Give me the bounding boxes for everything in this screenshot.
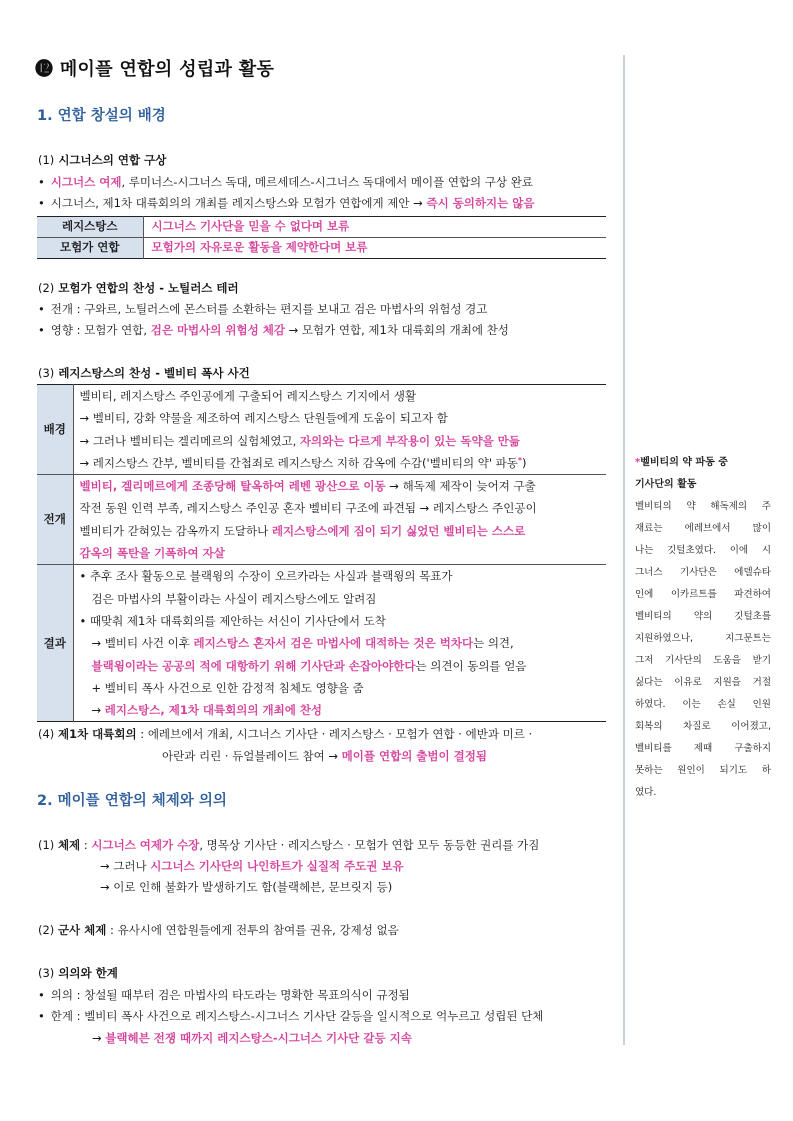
table-value-cell: 모험가의 자유로운 활동을 제약한다며 보류 [151, 240, 368, 255]
table-row [37, 238, 606, 259]
section-2-sub-3-bullet-1: • 의의 : 창설될 때부터 검은 마법사의 타도라는 명확한 목표의식이 규정됨 [38, 987, 410, 1004]
sidenote: *벨비티의 약 파동 중 기사단의 활동 벨비티의 약 해독제의 주 재료는 에레브에서 많이 나는 깃털초였다. 이에 시 그너스 기사단은 에델슈타 인에 이카르트를 파견하여 벨비티의 약의 깃털초를 지원하였으나, 지그문트는 그저 기사단의 도움을 받기 싫다는 이유로 지원을 거절 하였다. 이는 손실 인원 회복의 차질로 이어졌고, 벨비티를 제때 구출하지 못하는 원인이 되기도 하 였다. [635, 452, 771, 804]
section-2-sub-1: (1) 체제 : 시그너스 여제가 수장, 명목상 기사단 · 레지스탕스 · 모험가 연합 모두 동등한 권리를 가짐 [38, 838, 540, 852]
section-1-sub-2-bullet-1: • 전개 : 구와르, 노틸러스에 몬스터를 소환하는 편지를 보내고 검은 마법사의 위험성 경고 [38, 301, 487, 318]
table-row [37, 217, 606, 238]
alliance-response-table [37, 216, 606, 259]
section-1-sub-2-title: (2) 모험가 연합의 찬성 - 노틸러스 테러 [38, 281, 239, 295]
section-2-sub-3-title: (3) 의의와 한계 [38, 966, 118, 980]
table-header-cell: 레지스탕스 [37, 217, 143, 238]
section-2-sub-3-bullet-2: • 한계 : 벨비티 폭사 사건으로 레지스탕스-시그너스 기사단 갈등을 일시적으로 억누르고 성립된 단체 [38, 1008, 543, 1025]
section-1-sub-1-title: (1) 시그너스의 연합 구상 [38, 153, 167, 167]
table-row-result: 결과 • 추후 조사 활동으로 블랙윙의 수장이 오르카라는 사실과 블랙윙의 목표가 검은 마법사의 부활이라는 사실이 레지스탕스에도 알려짐 • 때맞춰 제1차 대륙회의를 제안하는 서신이 기사단에서 도착 → 벨비티 사건 이후 레지스탕스 혼자서 검은 마법사에 대적하는 것은 벅차다는 의견, 블랙윙이라는 공공의 적에 대항하기 위해 기사단과 손잡아야한다는 의견이 동의를 얻음 + 벨비티 폭사 사건으로 인한 감정적 침체도 영향을 줌 → 레지스탕스, 제1차 대륙회의의 개최에 찬성 [37, 565, 606, 722]
table-header-cell: 전개 [37, 475, 73, 565]
table-value-cell: 시그너스 기사단을 믿을 수 없다며 보류 [143, 217, 606, 238]
table-header-cell: 결과 [37, 565, 73, 722]
section-2-heading: 2. 메이플 연합의 체제와 의의 [37, 793, 227, 809]
section-2-sub-1-line-3: → 이로 인해 불화가 발생하기도 함(블랙헤븐, 문브릿지 등) [100, 880, 393, 894]
page-title: ⓬ 메이플 연합의 성립과 활동 [35, 59, 275, 80]
table-row-background: 배경 벨비티, 레지스탕스 주인공에게 구출되어 레지스탕스 기지에서 생활 → 벨비티, 강화 약물을 제조하여 레지스탕스 단원들에게 도움이 되고자 함 → 그러나 벨비티는 겔리메르의 실험체였고, 자의와는 다르게 부작용이 있는 독약을 만듦 → 레지스탕스 간부, 벨비티를 간첩죄로 레지스탕스 지하 감옥에 수감('벨비티의 약' 파동*) [37, 385, 606, 475]
section-1-sub-4: (4) 제1차 대륙회의 : 에레브에서 개최, 시그너스 기사단 · 레지스탕스 · 모험가 연합 · 에반과 미르 · [38, 727, 533, 741]
table-header-cell: 배경 [37, 385, 73, 475]
belbity-incident-table [37, 384, 606, 722]
sidenote-title: *벨비티의 약 파동 중 [635, 457, 728, 468]
footnote-asterisk: * [517, 455, 523, 465]
section-2-sub-2: (2) 군사 체제 : 유사시에 연합원들에게 전투의 참여를 권유, 강제성 없음 [38, 923, 399, 937]
section-2-sub-1-line-2: → 그러나 시그너스 기사단의 나인하트가 실질적 주도권 보유 [100, 859, 404, 873]
section-1-sub-3-title: (3) 레지스탕스의 찬성 - 벨비티 폭사 사건 [38, 366, 250, 380]
section-2-sub-3-line-3: → 블랙헤븐 전쟁 때까지 레지스탕스-시그너스 기사단 갈등 지속 [92, 1031, 412, 1045]
section-1-sub-4-line-2: 아란과 리린 · 듀얼블레이드 참여 → 메이플 연합의 출범이 결정됨 [162, 749, 487, 763]
section-1-sub-1-bullet-2: • 시그너스, 제1차 대륙회의의 개최를 레지스탕스와 모험가 연합에게 제안 → 즉시 동의하지는 않음 [38, 195, 534, 212]
margin-divider [623, 55, 625, 1045]
section-1-sub-1-bullet-1: • 시그너스 여제, 루미너스-시그너스 독대, 메르세데스-시그너스 독대에서 메이플 연합의 구상 완료 [38, 174, 533, 191]
table-row-development: 전개 벨비티, 겔리메르에게 조종당해 탈옥하여 레벤 광산으로 이동 → 해독제 제작이 늦어져 구출 작전 동원 인력 부족, 레지스탕스 주인공 혼자 벨비티 구조에 파견됨 → 레지스탕스 주인공이 벨비티가 갇혀있는 감옥까지 도달하나 레지스탕스에게 짐이 되기 싫었던 벨비티는 스스로 감옥의 폭탄을 기폭하여 자살 [37, 475, 606, 565]
table-header-cell: 모험가 연합 [37, 238, 143, 259]
section-1-heading: 1. 연합 창설의 배경 [37, 108, 166, 124]
section-1-sub-2-bullet-2: • 영향 : 모험가 연합, 검은 마법사의 위험성 체감 → 모험가 연합, 제1차 대륙회의 개최에 찬성 [38, 322, 509, 339]
